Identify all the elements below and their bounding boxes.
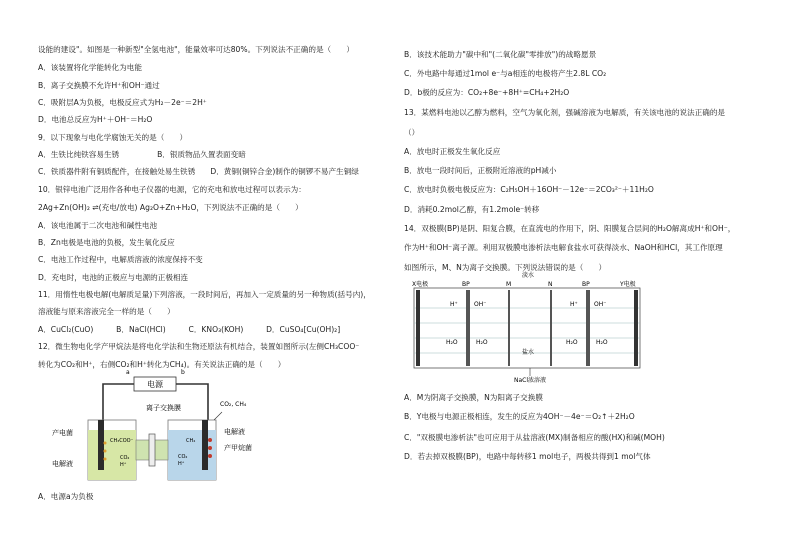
text-line: B．该技术能助力"碳中和"(二氧化碳"零排放")的战略愿景	[404, 50, 597, 59]
x-electrode	[416, 290, 420, 366]
h-left-label: H⁺	[120, 462, 127, 468]
text-line: C．"双极膜电渗析法"也可应用于从盐溶液(MX)制备相应的酸(HX)和碱(MOH)	[404, 433, 665, 442]
fresh-water-label: 淡水	[522, 272, 535, 279]
text-line: C．电池工作过程中，电解质溶液的浓度保持不变	[38, 255, 203, 264]
text-line: 设能的建设"。如图是一种新型"全氢电池"，能量效率可达80%。下列说法不正确的是（ ）	[38, 45, 354, 54]
text-line: A．CuCl₂(CuO) B．NaCl(HCl) C．KNO₃(KOH) D．CuSO₄[Cu(OH)₂]	[38, 325, 341, 334]
microbial-cell-figure	[48, 368, 298, 488]
power-label: 电源	[147, 380, 163, 389]
text-line: B．离子交换膜不允许H⁺和OH⁻通过	[38, 81, 160, 90]
m-membrane	[508, 290, 510, 366]
h-ion-label: H⁺	[570, 301, 578, 308]
text-line: B．Y电极与电源正极相连，发生的反应为4OH⁻－4e⁻＝O₂↑＋2H₂O	[404, 412, 635, 421]
text-line: （）	[404, 128, 420, 137]
text-line: B．Zn电极是电池的负极，发生氧化反应	[38, 238, 175, 247]
text-line: 2Ag+Zn(OH)₂ ⇌(充电/放电) Ag₂O+Zn+H₂O，下列说法不正确的是（ ）	[38, 203, 303, 212]
h2o-label: H₂O	[566, 339, 578, 346]
n-label: N	[548, 281, 553, 288]
h2o-label: H₂O	[476, 339, 488, 346]
h2o-label: H₂O	[446, 339, 458, 346]
text-line: A．该电池属于二次电池和碱性电池	[38, 221, 158, 230]
text-line: A．该装置将化学能转化为电能	[38, 63, 142, 72]
text-line: A．放电时正极发生氧化反应	[404, 147, 501, 156]
co2-left-label: CO₂	[120, 455, 130, 461]
membrane-label: 离子交换膜	[146, 404, 181, 412]
text-line: 14．双极膜(BP)是阴、阳复合膜，在直流电的作用下，阴、阳膜复合层间的H₂O解离成H⁺和OH⁻，	[404, 224, 736, 233]
co2-right-label: CO₂	[178, 454, 188, 460]
bp-membrane-1	[466, 290, 470, 366]
x-electrode-label: X电极	[412, 281, 429, 288]
text-line: C．铁质器件附有铜质配件，在接触处易生铁锈 D．黄铜(铜锌合金)制作的铜锣不易产生铜绿	[38, 167, 359, 176]
right-electrolyte-label: 电解液	[224, 428, 245, 436]
text-line: D．消耗0.2mol乙醇，有1.2mole⁻转移	[404, 205, 540, 214]
bp-label-1: BP	[462, 281, 470, 288]
text-line: 溶液能与原来溶液完全一样的是（ ）	[38, 307, 175, 316]
m-label: M	[506, 281, 512, 288]
text-line: C．放电时负极电极反应为：C₂H₅OH＋16OH⁻－12e⁻＝2CO₃²⁻＋11H₂O	[404, 185, 654, 194]
h2o-label: H₂O	[596, 339, 608, 346]
text-line: C．外电路中每通过1mol e⁻与a相连的电极将产生2.8L CO₂	[404, 69, 607, 78]
oh-ion-label: OH⁻	[594, 301, 607, 308]
left-bacteria-label: 产电菌	[52, 429, 73, 437]
text-line: A．生铁比纯铁容易生锈 B．银质物品久置表面变暗	[38, 150, 246, 159]
ion-exchange-membrane	[149, 434, 155, 466]
bp-membrane-2	[586, 290, 590, 366]
text-line: 10．银锌电池广泛用作各种电子仪器的电源，它的充电和放电过程可以表示为：	[38, 185, 306, 194]
text-line: 转化为CO₂和H⁺，右侧CO₂和H⁺转化为CH₄)。有关说法正确的是（ ）	[38, 360, 286, 369]
y-electrode	[634, 290, 638, 366]
text-line: C．吸附层A为负极，电极反应式为H₂－2e⁻＝2H⁺	[38, 98, 207, 107]
b-label: b	[181, 369, 185, 376]
text-line: 12．微生物电化学产甲烷法是将电化学法和生物还原法有机结合，装置如图所示(左侧CH₃COO⁻	[38, 342, 360, 351]
bp-label-2: BP	[582, 281, 590, 288]
electrodialysis-figure	[410, 272, 650, 386]
text-line: 11．用惰性电极电解(电解质足量)下列溶液，一段时间后，再加入一定质量的另一种物质(括号内)，	[38, 290, 371, 299]
text-line: 作为H⁺和OH⁻离子源。利用双极膜电渗析法电解食盐水可获得淡水、NaOH和HCl，其工作原理	[404, 243, 723, 252]
left-electrolyte-label: 电解液	[52, 460, 73, 468]
text-line: 如图所示，M、N为离子交换膜。下列说法错误的是（ ）	[404, 263, 607, 272]
text-line: B．放电一段时间后，正极附近溶液的pH减小	[404, 166, 557, 175]
n-membrane	[550, 290, 552, 366]
nacl-label: NaCl浓溶液	[514, 377, 547, 384]
ch4-label: CH₄	[186, 438, 196, 444]
text-line: 13．某燃料电池以乙醇为燃料，空气为氧化剂，强碱溶液为电解质，有关该电池的说法正确的是	[404, 108, 726, 117]
text-line: A．M为阴离子交换膜，N为阳离子交换膜	[404, 393, 543, 402]
text-line: 9．以下现象与电化学腐蚀无关的是（ ）	[38, 133, 188, 142]
right-bacteria-label: 产甲烷菌	[224, 444, 252, 452]
h-ion-label: H⁺	[450, 301, 458, 308]
text-line: D．b极的反应为：CO₂+8e⁻+8H⁺=CH₄+2H₂O	[404, 88, 570, 97]
salt-water-label: 盐水	[522, 349, 535, 356]
ch3coo-label: CH₃COO⁻	[110, 438, 134, 444]
y-electrode-label: Y电极	[620, 281, 636, 288]
text-line: D．电池总反应为H⁺＋OH⁻＝H₂O	[38, 115, 153, 124]
a-label: a	[126, 369, 130, 376]
oh-ion-label: OH⁻	[474, 301, 487, 308]
text-line: A．电源a为负极	[38, 492, 94, 501]
gas-out-label: CO₂, CH₄	[220, 401, 247, 408]
h-right-label: H⁺	[178, 461, 185, 467]
text-line: D．充电时，电池的正极应与电源的正极相连	[38, 273, 189, 282]
text-line: D．若去掉双极膜(BP)，电路中每转移1 mol电子，两极共得到1 mol气体	[404, 452, 651, 461]
